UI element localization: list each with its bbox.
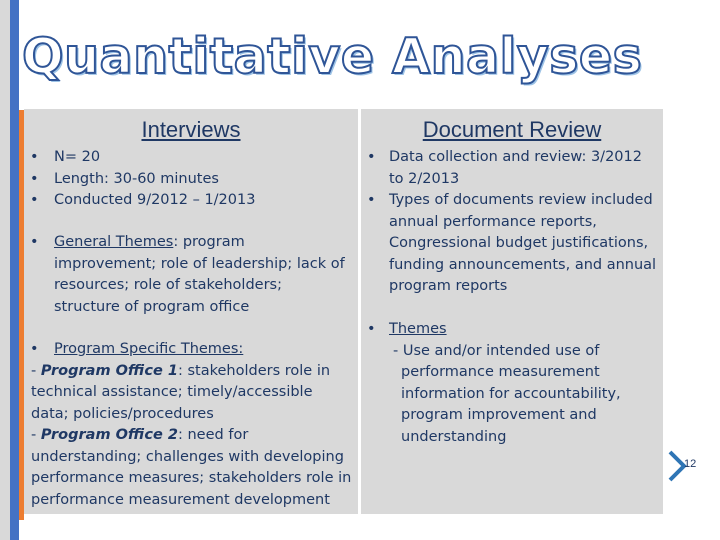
program-specific-label [54, 339, 352, 361]
left-blue-stripe [10, 0, 19, 540]
bullet-text: Length: 30-60 minutes [54, 170, 219, 187]
bullet-dot: • [30, 170, 39, 187]
program-office-2-body: : need for understanding; challenges with developing performance measures; stakeholders role in performance measurement development [31, 427, 352, 508]
list-item [30, 190, 350, 212]
bullet-text: Types of documents review included annual performance reports, Congressional budget justifications, funding announcements, and annual program reports [389, 192, 657, 294]
program-office-1-text [31, 361, 352, 426]
doc-bullet-2 [367, 190, 657, 298]
program-specific-item [30, 339, 352, 361]
bullet-dot: • [30, 192, 39, 208]
program-office-2-label: Program Office 2 [40, 427, 178, 443]
page-number: 12 [684, 458, 697, 470]
bullet-text: N= 20 [54, 149, 101, 165]
interviews-heading: Interviews [141, 117, 241, 142]
general-themes-body: : program improvement; role of leadership; lack of resources; role of stakeholders; structure of program office [54, 234, 345, 315]
themes-label [389, 319, 657, 341]
bullet-text: Data collection and review: 3/2012 to 2/2013 [389, 149, 642, 187]
interviews-panel [24, 109, 358, 514]
program-office-2-text [31, 425, 352, 511]
bullet-dot: • [30, 341, 39, 357]
document-review-heading: Document Review [422, 117, 602, 142]
program-specific-block [30, 339, 352, 511]
themes-heading: Themes [389, 321, 447, 337]
list-item [30, 147, 350, 169]
bullet-dot: • [30, 149, 39, 165]
bullet-dot: • [367, 192, 376, 208]
general-themes-label: General Themes [54, 234, 174, 250]
dash: - [31, 362, 41, 379]
doc-themes-item [367, 319, 657, 448]
bullet-dot: • [367, 321, 376, 337]
themes-body: - Use and/or intended use of performance measurement information for accountability, program improvement and understanding [393, 342, 621, 445]
program-office-1-label: Program Office 1 [40, 362, 178, 379]
left-gray-stripe [0, 0, 10, 540]
bullet-dot: • [30, 234, 39, 250]
program-office-1-body: : stakeholders role in technical assistance; timely/accessible data; policies/procedures [31, 362, 331, 422]
list-item [30, 169, 350, 191]
bullet-text: Conducted 9/2012 – 1/2013 [54, 192, 256, 208]
slide-title: Quantitative Analyses [22, 28, 643, 85]
general-themes-item [30, 232, 350, 318]
doc-bullet-1 [367, 147, 657, 190]
general-themes-text [54, 232, 350, 318]
bullet-list-basic [30, 147, 350, 212]
document-review-panel [361, 109, 663, 514]
dash: - [31, 427, 41, 443]
program-specific-heading: Program Specific Themes: [54, 341, 244, 357]
bullet-dot: • [367, 149, 376, 165]
